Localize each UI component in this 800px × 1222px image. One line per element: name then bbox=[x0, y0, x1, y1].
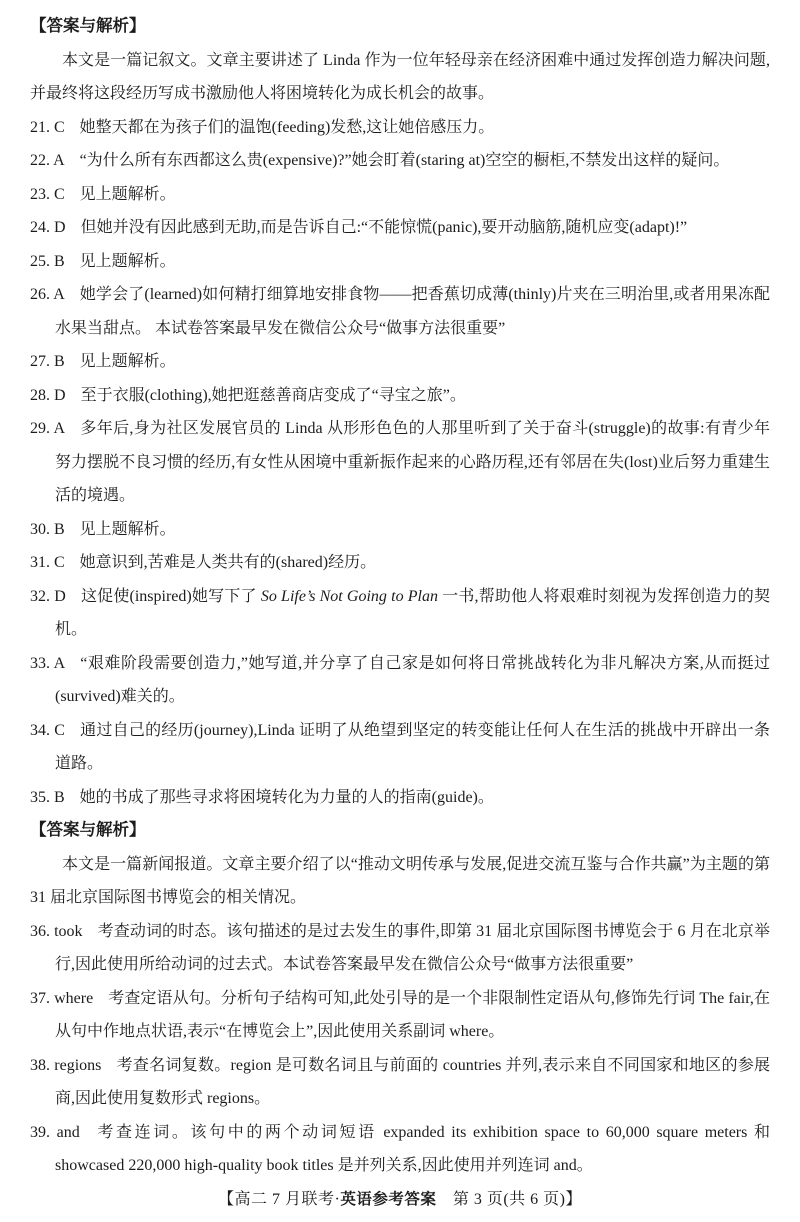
question-number-and-answer: 32. D bbox=[30, 588, 81, 605]
answer-explanation: 她意识到,苦难是人类共有的(shared)经历。 bbox=[80, 554, 376, 571]
answer-explanation: 但她并没有因此感到无助,而是告诉自己:“不能惊慌(panic),要开动脑筋,随机应变(adapt)!” bbox=[81, 219, 688, 236]
section-intro: 本文是一篇记叙文。文章主要讲述了 Linda 作为一位年轻母亲在经济困难中通过发挥创造力解决问题,并最终将这段经历写成书激励他人将困境转化为成长机会的故事。 bbox=[30, 44, 770, 111]
question-number-and-answer: 36. took bbox=[30, 923, 98, 940]
answer-explanation: 她学会了(learned)如何精打细算地安排食物——把香蕉切成薄(thinly)片夹在三明治里,或者用果冻配水果当甜点。 本试卷答案最早发在微信公众号“做事方法很重要” bbox=[55, 286, 770, 337]
answer-item bbox=[30, 245, 770, 279]
answer-explanation: 她的书成了那些寻求将困境转化为力量的人的指南(guide)。 bbox=[80, 789, 494, 806]
answer-explanation: 见上题解析。 bbox=[80, 186, 176, 203]
answer-item bbox=[30, 513, 770, 547]
footer-paper-title: 英语参考答案 bbox=[340, 1191, 436, 1208]
section-heading: 【答案与解析】 bbox=[30, 814, 770, 848]
question-number-and-answer: 23. C bbox=[30, 186, 80, 203]
question-number-and-answer: 35. B bbox=[30, 789, 80, 806]
answer-item bbox=[30, 178, 770, 212]
answer-explanation: “为什么所有东西都这么贵(expensive)?”她会盯着(staring at)空空的橱柜,不禁发出这样的疑问。 bbox=[80, 152, 730, 169]
answer-item bbox=[30, 379, 770, 413]
answer-explanation: 考查连词。该句中的两个动词短语 expanded its exhibition space to 60,000 square meters 和 showcased 220,000 high-quality book titles 是并列关系,因此使用并列连词 and。 bbox=[55, 1124, 770, 1175]
question-number-and-answer: 27. B bbox=[30, 353, 80, 370]
question-number-and-answer: 24. D bbox=[30, 219, 81, 236]
question-number-and-answer: 29. A bbox=[30, 420, 80, 437]
answer-item bbox=[30, 580, 770, 647]
answer-item bbox=[30, 781, 770, 815]
question-number-and-answer: 21. C bbox=[30, 119, 80, 136]
footer-page-indicator: 第 3 页(共 6 页)】 bbox=[436, 1191, 582, 1208]
answer-item bbox=[30, 982, 770, 1049]
answer-explanation: 至于衣服(clothing),她把逛慈善商店变成了“寻宝之旅”。 bbox=[81, 387, 466, 404]
answer-explanation: 多年后,身为社区发展官员的 Linda 从形形色色的人那里听到了关于奋斗(struggle)的故事:有青少年努力摆脱不良习惯的经历,有女性从困境中重新振作起来的心路历程,还有邻居在失(lost)业后努力重建生活的境遇。 bbox=[55, 420, 770, 504]
answer-items bbox=[30, 111, 770, 815]
question-number-and-answer: 34. C bbox=[30, 722, 80, 739]
footer-exam-prefix: 【高二 7 月联考· bbox=[218, 1191, 340, 1208]
question-number-and-answer: 39. and bbox=[30, 1124, 95, 1141]
section-grammar-answers bbox=[30, 814, 770, 1183]
answer-item bbox=[30, 647, 770, 714]
question-number-and-answer: 28. D bbox=[30, 387, 81, 404]
answer-item bbox=[30, 714, 770, 781]
answer-explanation: 考查定语从句。分析句子结构可知,此处引导的是一个非限制性定语从句,修饰先行词 The fair,在从句中作地点状语,表示“在博览会上”,因此使用关系副词 where。 bbox=[55, 990, 770, 1041]
answer-item bbox=[30, 278, 770, 345]
page-footer bbox=[30, 1183, 770, 1222]
question-number-and-answer: 22. A bbox=[30, 152, 80, 169]
answer-item bbox=[30, 412, 770, 513]
question-number-and-answer: 33. A bbox=[30, 655, 80, 672]
answer-items bbox=[30, 915, 770, 1183]
question-number-and-answer: 25. B bbox=[30, 253, 80, 270]
question-number-and-answer: 30. B bbox=[30, 521, 80, 538]
answer-item bbox=[30, 111, 770, 145]
answer-explanation: 考查动词的时态。该句描述的是过去发生的事件,即第 31 届北京国际图书博览会于 6 月在北京举行,因此使用所给动词的过去式。本试卷答案最早发在微信公众号“做事方法很重要” bbox=[55, 923, 770, 974]
answer-item bbox=[30, 1116, 770, 1183]
answer-explanation: 见上题解析。 bbox=[80, 521, 176, 538]
question-number-and-answer: 38. regions bbox=[30, 1057, 116, 1074]
answer-item bbox=[30, 1049, 770, 1116]
answer-explanation: “艰难阶段需要创造力,”她写道,并分享了自己家是如何将日常挑战转化为非凡解决方案,从而挺过(survived)难关的。 bbox=[55, 655, 770, 706]
answer-item bbox=[30, 915, 770, 982]
section-intro: 本文是一篇新闻报道。文章主要介绍了以“推动文明传承与发展,促进交流互鉴与合作共赢”为主题的第 31 届北京国际图书博览会的相关情况。 bbox=[30, 848, 770, 915]
question-number-and-answer: 31. C bbox=[30, 554, 80, 571]
answer-explanation: 见上题解析。 bbox=[80, 353, 176, 370]
answer-item bbox=[30, 345, 770, 379]
answer-explanation: 考查名词复数。region 是可数名词且与前面的 countries 并列,表示来自不同国家和地区的参展商,因此使用复数形式 regions。 bbox=[55, 1057, 770, 1108]
answer-item bbox=[30, 144, 770, 178]
question-number-and-answer: 26. A bbox=[30, 286, 80, 303]
question-number-and-answer: 37. where bbox=[30, 990, 108, 1007]
answer-explanation: 通过自己的经历(journey),Linda 证明了从绝望到坚定的转变能让任何人在生活的挑战中开辟出一条道路。 bbox=[55, 722, 770, 773]
section-reading-answers bbox=[30, 10, 770, 814]
answer-item bbox=[30, 546, 770, 580]
answer-explanation: 这促使(inspired)她写下了 So Life’s Not Going to Plan 一书,帮助他人将艰难时刻视为发挥创造力的契机。 bbox=[55, 588, 770, 639]
section-heading: 【答案与解析】 bbox=[30, 10, 770, 44]
answer-explanation: 她整天都在为孩子们的温饱(feeding)发愁,这让她倍感压力。 bbox=[80, 119, 495, 136]
answer-item bbox=[30, 211, 770, 245]
answer-explanation: 见上题解析。 bbox=[80, 253, 176, 270]
